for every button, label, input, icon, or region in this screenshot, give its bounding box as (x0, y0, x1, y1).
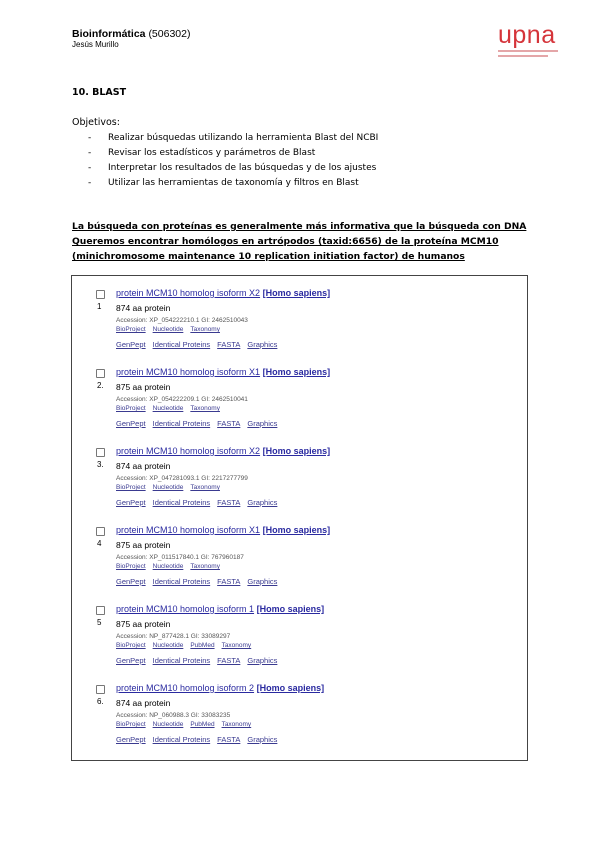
objective-text: Utilizar las herramientas de taxonomía y filtros en Blast (108, 178, 359, 188)
author-name: Jesús Murillo (72, 40, 119, 49)
result-checkbox[interactable] (96, 369, 105, 378)
link-fasta[interactable]: FASTA (217, 419, 241, 428)
result-links-secondary (116, 656, 284, 665)
link-fasta[interactable]: FASTA (217, 340, 241, 349)
link-identical-proteins[interactable]: Identical Proteins (152, 656, 211, 665)
objective-item: - Revisar los estadísticos y parámetros de Blast (88, 148, 316, 158)
link-nucleotide[interactable]: Nucleotide (152, 405, 184, 412)
result-checkbox[interactable] (96, 527, 105, 536)
result-title-link[interactable]: protein MCM10 homolog isoform X2 [Homo sapiens] (116, 446, 331, 456)
link-identical-proteins[interactable]: Identical Proteins (152, 419, 211, 428)
link-genpept[interactable]: GenPept (116, 340, 146, 349)
result-checkbox[interactable] (96, 685, 105, 694)
objective-item: - Interpretar los resultados de las búsquedas y de los ajustes (88, 163, 377, 173)
link-graphics[interactable]: Graphics (247, 498, 278, 507)
objective-item: - Realizar búsquedas utilizando la herramienta Blast del NCBI (88, 133, 379, 143)
objective-item: - Utilizar las herramientas de taxonomía y filtros en Blast (88, 178, 359, 188)
intro-line: (minichromosome maintenance 10 replication initiation factor) de humanos (72, 251, 465, 262)
result-title-link[interactable]: protein MCM10 homolog isoform 1 [Homo sapiens] (116, 604, 325, 614)
intro-paragraph (72, 219, 542, 264)
result-links-primary (116, 326, 227, 333)
result-title-link[interactable]: protein MCM10 homolog isoform X1 [Homo sapiens] (116, 367, 331, 377)
link-nucleotide[interactable]: Nucleotide (152, 484, 184, 491)
link-genpept[interactable]: GenPept (116, 735, 146, 744)
result-links-primary (116, 563, 227, 570)
link-bioproject[interactable]: BioProject (116, 563, 146, 570)
result-accession: Accession: XP_011517840.1 GI: 767960187 (116, 554, 244, 561)
link-genpept[interactable]: GenPept (116, 419, 146, 428)
result-number: 5 (97, 618, 102, 627)
link-nucleotide[interactable]: Nucleotide (152, 642, 184, 649)
logo-text: upna (498, 21, 556, 49)
result-length: 874 aa protein (116, 461, 171, 471)
link-graphics[interactable]: Graphics (247, 735, 278, 744)
link-taxonomy[interactable]: Taxonomy (221, 642, 252, 649)
link-graphics[interactable]: Graphics (247, 656, 278, 665)
link-graphics[interactable]: Graphics (247, 340, 278, 349)
result-number: 4 (97, 539, 102, 548)
link-genpept[interactable]: GenPept (116, 656, 146, 665)
link-bioproject[interactable]: BioProject (116, 721, 146, 728)
objective-text: Realizar búsquedas utilizando la herramienta Blast del NCBI (108, 133, 379, 143)
course-name: Bioinformática (72, 28, 146, 40)
course-line (72, 28, 190, 40)
result-title-link[interactable]: protein MCM10 homolog isoform X2 [Homo sapiens] (116, 288, 331, 298)
result-title-link[interactable]: protein MCM10 homolog isoform 2 [Homo sapiens] (116, 683, 325, 693)
link-taxonomy[interactable]: Taxonomy (190, 563, 220, 570)
result-links-primary (116, 405, 227, 412)
link-identical-proteins[interactable]: Identical Proteins (152, 577, 211, 586)
result-number: 3. (97, 460, 104, 469)
link-taxonomy[interactable]: Taxonomy (190, 326, 220, 333)
link-bioproject[interactable]: BioProject (116, 326, 146, 333)
link-fasta[interactable]: FASTA (217, 656, 241, 665)
result-number: 6. (97, 697, 104, 706)
result-checkbox[interactable] (96, 290, 105, 299)
result-length: 875 aa protein (116, 619, 171, 629)
link-genpept[interactable]: GenPept (116, 498, 146, 507)
objectives-list (88, 131, 378, 191)
objective-text: Revisar los estadísticos y parámetros de Blast (108, 148, 316, 158)
intro-line: Queremos encontrar homólogos en artrópodos (taxid:6656) de la proteína MCM10 (72, 236, 499, 247)
result-links-secondary (116, 340, 284, 349)
result-links-secondary (116, 577, 284, 586)
link-identical-proteins[interactable]: Identical Proteins (152, 498, 211, 507)
result-links-primary (116, 642, 258, 649)
document-header (72, 28, 190, 50)
link-taxonomy[interactable]: Taxonomy (190, 484, 220, 491)
link-bioproject[interactable]: BioProject (116, 484, 146, 491)
result-length: 875 aa protein (116, 382, 171, 392)
result-links-primary (116, 484, 227, 491)
result-accession: Accession: XP_054222210.1 GI: 2462510043 (116, 317, 248, 324)
link-nucleotide[interactable]: Nucleotide (152, 563, 184, 570)
course-code: (506302) (148, 28, 191, 40)
result-length: 874 aa protein (116, 303, 171, 313)
link-identical-proteins[interactable]: Identical Proteins (152, 735, 211, 744)
link-graphics[interactable]: Graphics (247, 577, 278, 586)
result-links-secondary (116, 498, 284, 507)
objectives-title: Objetivos: (72, 117, 120, 128)
link-nucleotide[interactable]: Nucleotide (152, 326, 184, 333)
link-bioproject[interactable]: BioProject (116, 405, 146, 412)
result-checkbox[interactable] (96, 448, 105, 457)
result-links-primary (116, 721, 258, 728)
section-title: 10. BLAST (72, 87, 127, 98)
result-accession: Accession: NP_060988.3 GI: 33083235 (116, 712, 231, 719)
result-checkbox[interactable] (96, 606, 105, 615)
ncbi-results-screenshot (71, 275, 528, 761)
link-fasta[interactable]: FASTA (217, 735, 241, 744)
result-accession: Accession: XP_054222209.1 GI: 2462510041 (116, 396, 248, 403)
logo-subtitle-graphic (498, 50, 568, 64)
result-length: 874 aa protein (116, 698, 171, 708)
link-identical-proteins[interactable]: Identical Proteins (152, 340, 211, 349)
result-accession: Accession: XP_047281093.1 GI: 2217277799 (116, 475, 248, 482)
link-fasta[interactable]: FASTA (217, 498, 241, 507)
link-nucleotide[interactable]: Nucleotide (152, 721, 184, 728)
result-number: 1 (97, 302, 102, 311)
link-graphics[interactable]: Graphics (247, 419, 278, 428)
objective-text: Interpretar los resultados de las búsquedas y de los ajustes (108, 163, 377, 173)
link-pubmed[interactable]: PubMed (190, 721, 215, 728)
upna-logo (498, 21, 568, 64)
link-taxonomy[interactable]: Taxonomy (190, 405, 220, 412)
result-links-secondary (116, 735, 284, 744)
result-length: 875 aa protein (116, 540, 171, 550)
result-accession: Accession: NP_877428.1 GI: 33089297 (116, 633, 231, 640)
result-title-link[interactable]: protein MCM10 homolog isoform X1 [Homo sapiens] (116, 525, 331, 535)
result-number: 2. (97, 381, 104, 390)
intro-line: La búsqueda con proteínas es generalmente más informativa que la búsqueda con DNA (72, 221, 527, 232)
link-pubmed[interactable]: PubMed (190, 642, 215, 649)
link-genpept[interactable]: GenPept (116, 577, 146, 586)
link-bioproject[interactable]: BioProject (116, 642, 146, 649)
link-fasta[interactable]: FASTA (217, 577, 241, 586)
link-taxonomy[interactable]: Taxonomy (221, 721, 252, 728)
result-links-secondary (116, 419, 284, 428)
